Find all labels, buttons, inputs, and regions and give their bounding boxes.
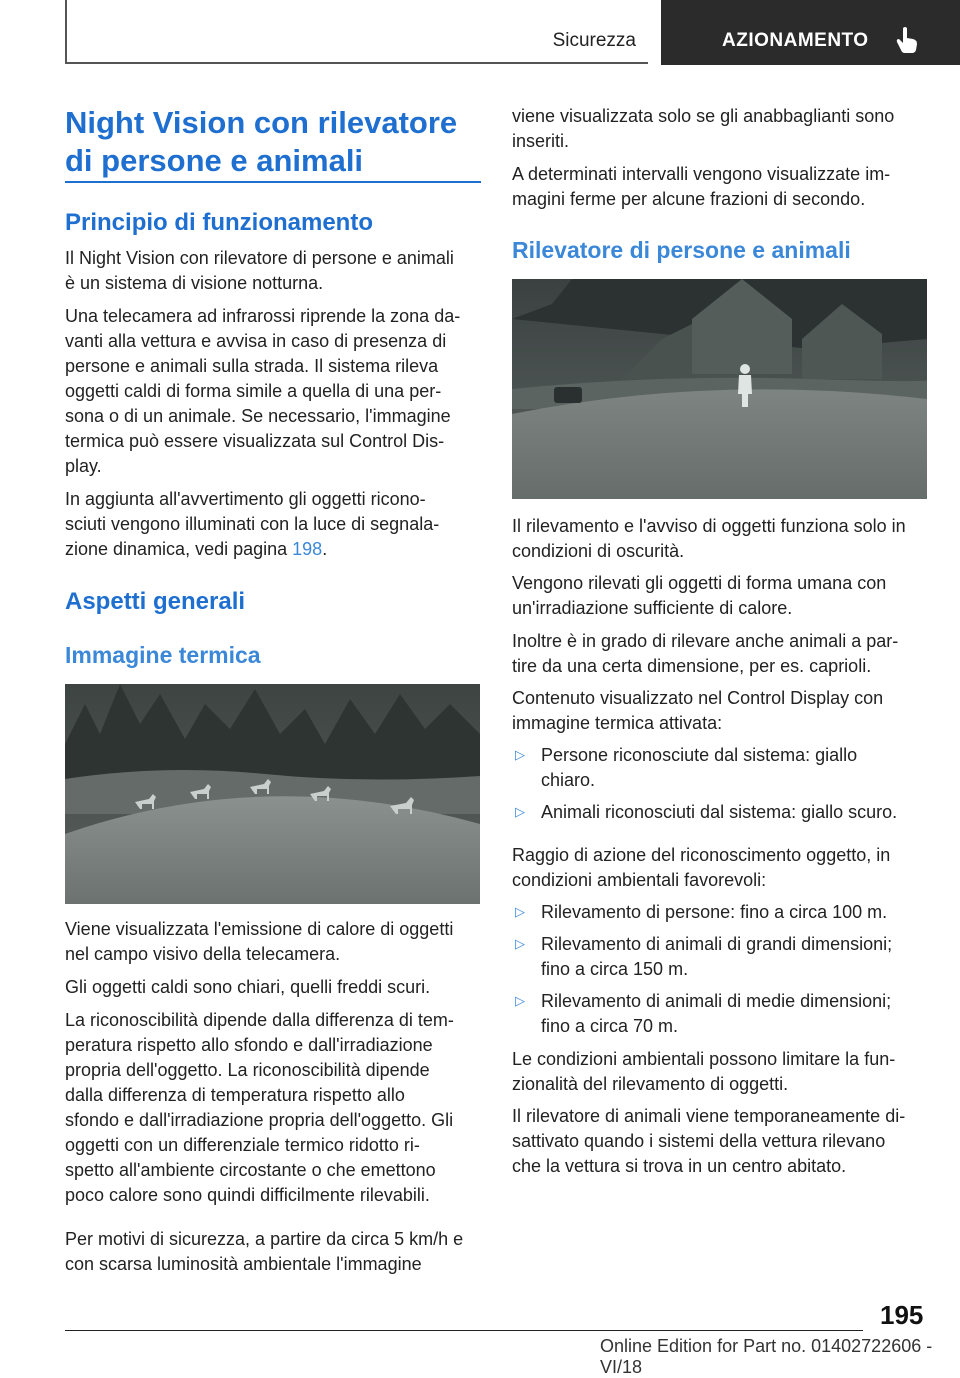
- text-line: Per motivi di sicurezza, a partire da circa 5 km/h e: [65, 1229, 464, 1249]
- paragraph-intro: [65, 246, 485, 296]
- text-line: magini ferme per alcune frazioni di secondo.: [512, 189, 866, 209]
- text-line: play.: [65, 456, 102, 476]
- text-line: Contenuto visualizzato nel Control Display con: [512, 688, 884, 708]
- paragraph-emission: [65, 917, 485, 967]
- paragraph-recognizability: [65, 1008, 485, 1208]
- bullet-range-large-animals: [541, 932, 892, 982]
- text-line: oggetti caldi di forma simile a quella di una per-: [65, 381, 442, 401]
- page-title-line1: Night Vision con rilevatore: [65, 105, 458, 140]
- text-line: chiaro.: [541, 770, 596, 790]
- text-line: vanti alla vettura e avvisa in caso di presenza di: [65, 331, 447, 351]
- text-line: oggetti con un differenziale termico ridotto ri-: [65, 1135, 420, 1155]
- header-section-title: Sicurezza: [552, 30, 636, 51]
- text-line: Inoltre è in grado di rilevare anche animali a par-: [512, 631, 899, 651]
- bullet-persons: [541, 743, 857, 793]
- text-line: Il rilevatore di animali viene temporaneamente di-: [512, 1106, 906, 1126]
- text-span: .: [322, 539, 328, 559]
- page-link[interactable]: 198: [292, 539, 323, 559]
- text-line: tire da una certa dimensione, per es. caprioli.: [512, 656, 872, 676]
- text-line: nel campo visivo della telecamera.: [65, 944, 341, 964]
- paragraph-darkness: [512, 514, 942, 564]
- paragraph-limitations: [512, 1047, 942, 1097]
- text-line: Rilevamento di persone: fino a circa 100 m.: [541, 902, 888, 922]
- hand-pointer-icon: [894, 26, 920, 54]
- text-line: Raggio di azione del riconoscimento oggetto, in: [512, 845, 891, 865]
- text-line: sona o di un animale. Se necessario, l'immagine: [65, 406, 451, 426]
- header-chapter-label: AZIONAMENTO: [722, 30, 869, 51]
- text-line: peratura rispetto allo sfondo e dall'irradiazione: [65, 1035, 433, 1055]
- text-line: un'irradiazione sufficiente di calore.: [512, 598, 793, 618]
- triangle-bullet-icon: ▷: [515, 993, 525, 1008]
- text-line: sciuti vengono illuminati con la luce di segnala-: [65, 514, 440, 534]
- text-line: fino a circa 150 m.: [541, 959, 689, 979]
- text-line: propria dell'oggetto. La riconoscibilità dipende: [65, 1060, 430, 1080]
- text-line: Animali riconosciuti dal sistema: giallo scuro.: [541, 802, 898, 822]
- text-line: A determinati intervalli vengono visualizzate im-: [512, 164, 891, 184]
- triangle-bullet-icon: ▷: [515, 936, 525, 951]
- title-rule: [65, 181, 481, 183]
- text-line: In aggiunta all'avvertimento gli oggetti ricono-: [65, 489, 426, 509]
- text-line: sfondo e dall'irradiazione propria dell'oggetto. Gli: [65, 1110, 454, 1130]
- text-line: zionalità del rilevamento di oggetti.: [512, 1074, 789, 1094]
- text-line: persone e animali sulla strada. Il sistema rileva: [65, 356, 439, 376]
- text-line: immagine termica attivata:: [512, 713, 723, 733]
- text-line: condizioni di oscurità.: [512, 541, 685, 561]
- heading-aspetti: Aspetti generali: [65, 588, 246, 615]
- text-line: Il Night Vision con rilevatore di persone e animali: [65, 248, 454, 268]
- heading-principio: Principio di funzionamento: [65, 209, 373, 236]
- text-line: Una telecamera ad infrarossi riprende la zona da-: [65, 306, 461, 326]
- text-line: sattivato quando i sistemi della vettura rilevano: [512, 1131, 886, 1151]
- paragraph-hot-cold: [65, 975, 485, 1000]
- text-line: Vengono rilevati gli oggetti di forma umana con: [512, 573, 887, 593]
- bullet-range-medium-animals: [541, 989, 891, 1039]
- footer-rule: [65, 1330, 863, 1331]
- paragraph-still-images: [512, 162, 932, 212]
- paragraph-camera: [65, 304, 485, 479]
- paragraph-animals: [512, 629, 942, 679]
- triangle-bullet-icon: ▷: [515, 904, 525, 919]
- text-line: Persone riconosciute dal sistema: giallo: [541, 745, 858, 765]
- text-line: spetto all'ambiente circostante o che emettono: [65, 1160, 436, 1180]
- paragraph-range: [512, 843, 942, 893]
- paragraph-safety: [65, 1227, 485, 1277]
- text-line: condizioni ambientali favorevoli:: [512, 870, 767, 890]
- text-line: dalla differenza di temperatura rispetto allo: [65, 1085, 405, 1105]
- text-line: con scarsa luminosità ambientale l'immagine: [65, 1254, 422, 1274]
- text-line: fino a circa 70 m.: [541, 1016, 679, 1036]
- bullet-range-persons: [541, 900, 887, 925]
- text-line: Le condizioni ambientali possono limitare la fun-: [512, 1049, 896, 1069]
- text-line: è un sistema di visione notturna.: [65, 273, 324, 293]
- text-line: Gli oggetti caldi sono chiari, quelli freddi scuri.: [65, 977, 431, 997]
- page-number: 195: [880, 1300, 924, 1330]
- triangle-bullet-icon: ▷: [515, 804, 525, 819]
- text-line: viene visualizzata solo se gli anabbaglianti sono: [512, 106, 895, 126]
- text-line: [65, 537, 485, 562]
- paragraph-urban-deactivation: [512, 1104, 942, 1179]
- page-title-line2: di persone e animali: [65, 143, 364, 178]
- paragraph-display-content: [512, 686, 942, 736]
- text-line: termica può essere visualizzata sul Control Dis-: [65, 431, 445, 451]
- heading-rilevatore: Rilevatore di persone e animali: [512, 237, 851, 263]
- text-line: inseriti.: [512, 131, 570, 151]
- thermal-image-animals: [65, 684, 480, 904]
- thermal-image-person: [512, 279, 927, 499]
- text-line: Rilevamento di animali di grandi dimensioni;: [541, 934, 893, 954]
- bullet-animals: [541, 800, 897, 825]
- header-underline: [65, 62, 648, 64]
- text-line: La riconoscibilità dipende dalla differenza di tem-: [65, 1010, 454, 1030]
- text-line: Il rilevamento e l'avviso di oggetti funziona solo in: [512, 516, 906, 536]
- paragraph-human-shape: [512, 571, 942, 621]
- footer-edition: Online Edition for Part no. 01402722606 - VI/18: [600, 1336, 933, 1377]
- text-line: Viene visualizzata l'emissione di calore di oggetti: [65, 919, 454, 939]
- text-span: zione dinamica, vedi pagina: [65, 539, 293, 559]
- text-line: poco calore sono quindi difficilmente rilevabili.: [65, 1185, 430, 1205]
- paragraph-low-beam: [512, 104, 932, 154]
- text-line: Rilevamento di animali di medie dimensioni;: [541, 991, 892, 1011]
- heading-immagine-termica: Immagine termica: [65, 642, 261, 668]
- text-line: che la vettura si trova in un centro abitato.: [512, 1156, 847, 1176]
- triangle-bullet-icon: ▷: [515, 747, 525, 762]
- paragraph-lighting: [65, 487, 485, 562]
- header-divider-left: [65, 0, 67, 64]
